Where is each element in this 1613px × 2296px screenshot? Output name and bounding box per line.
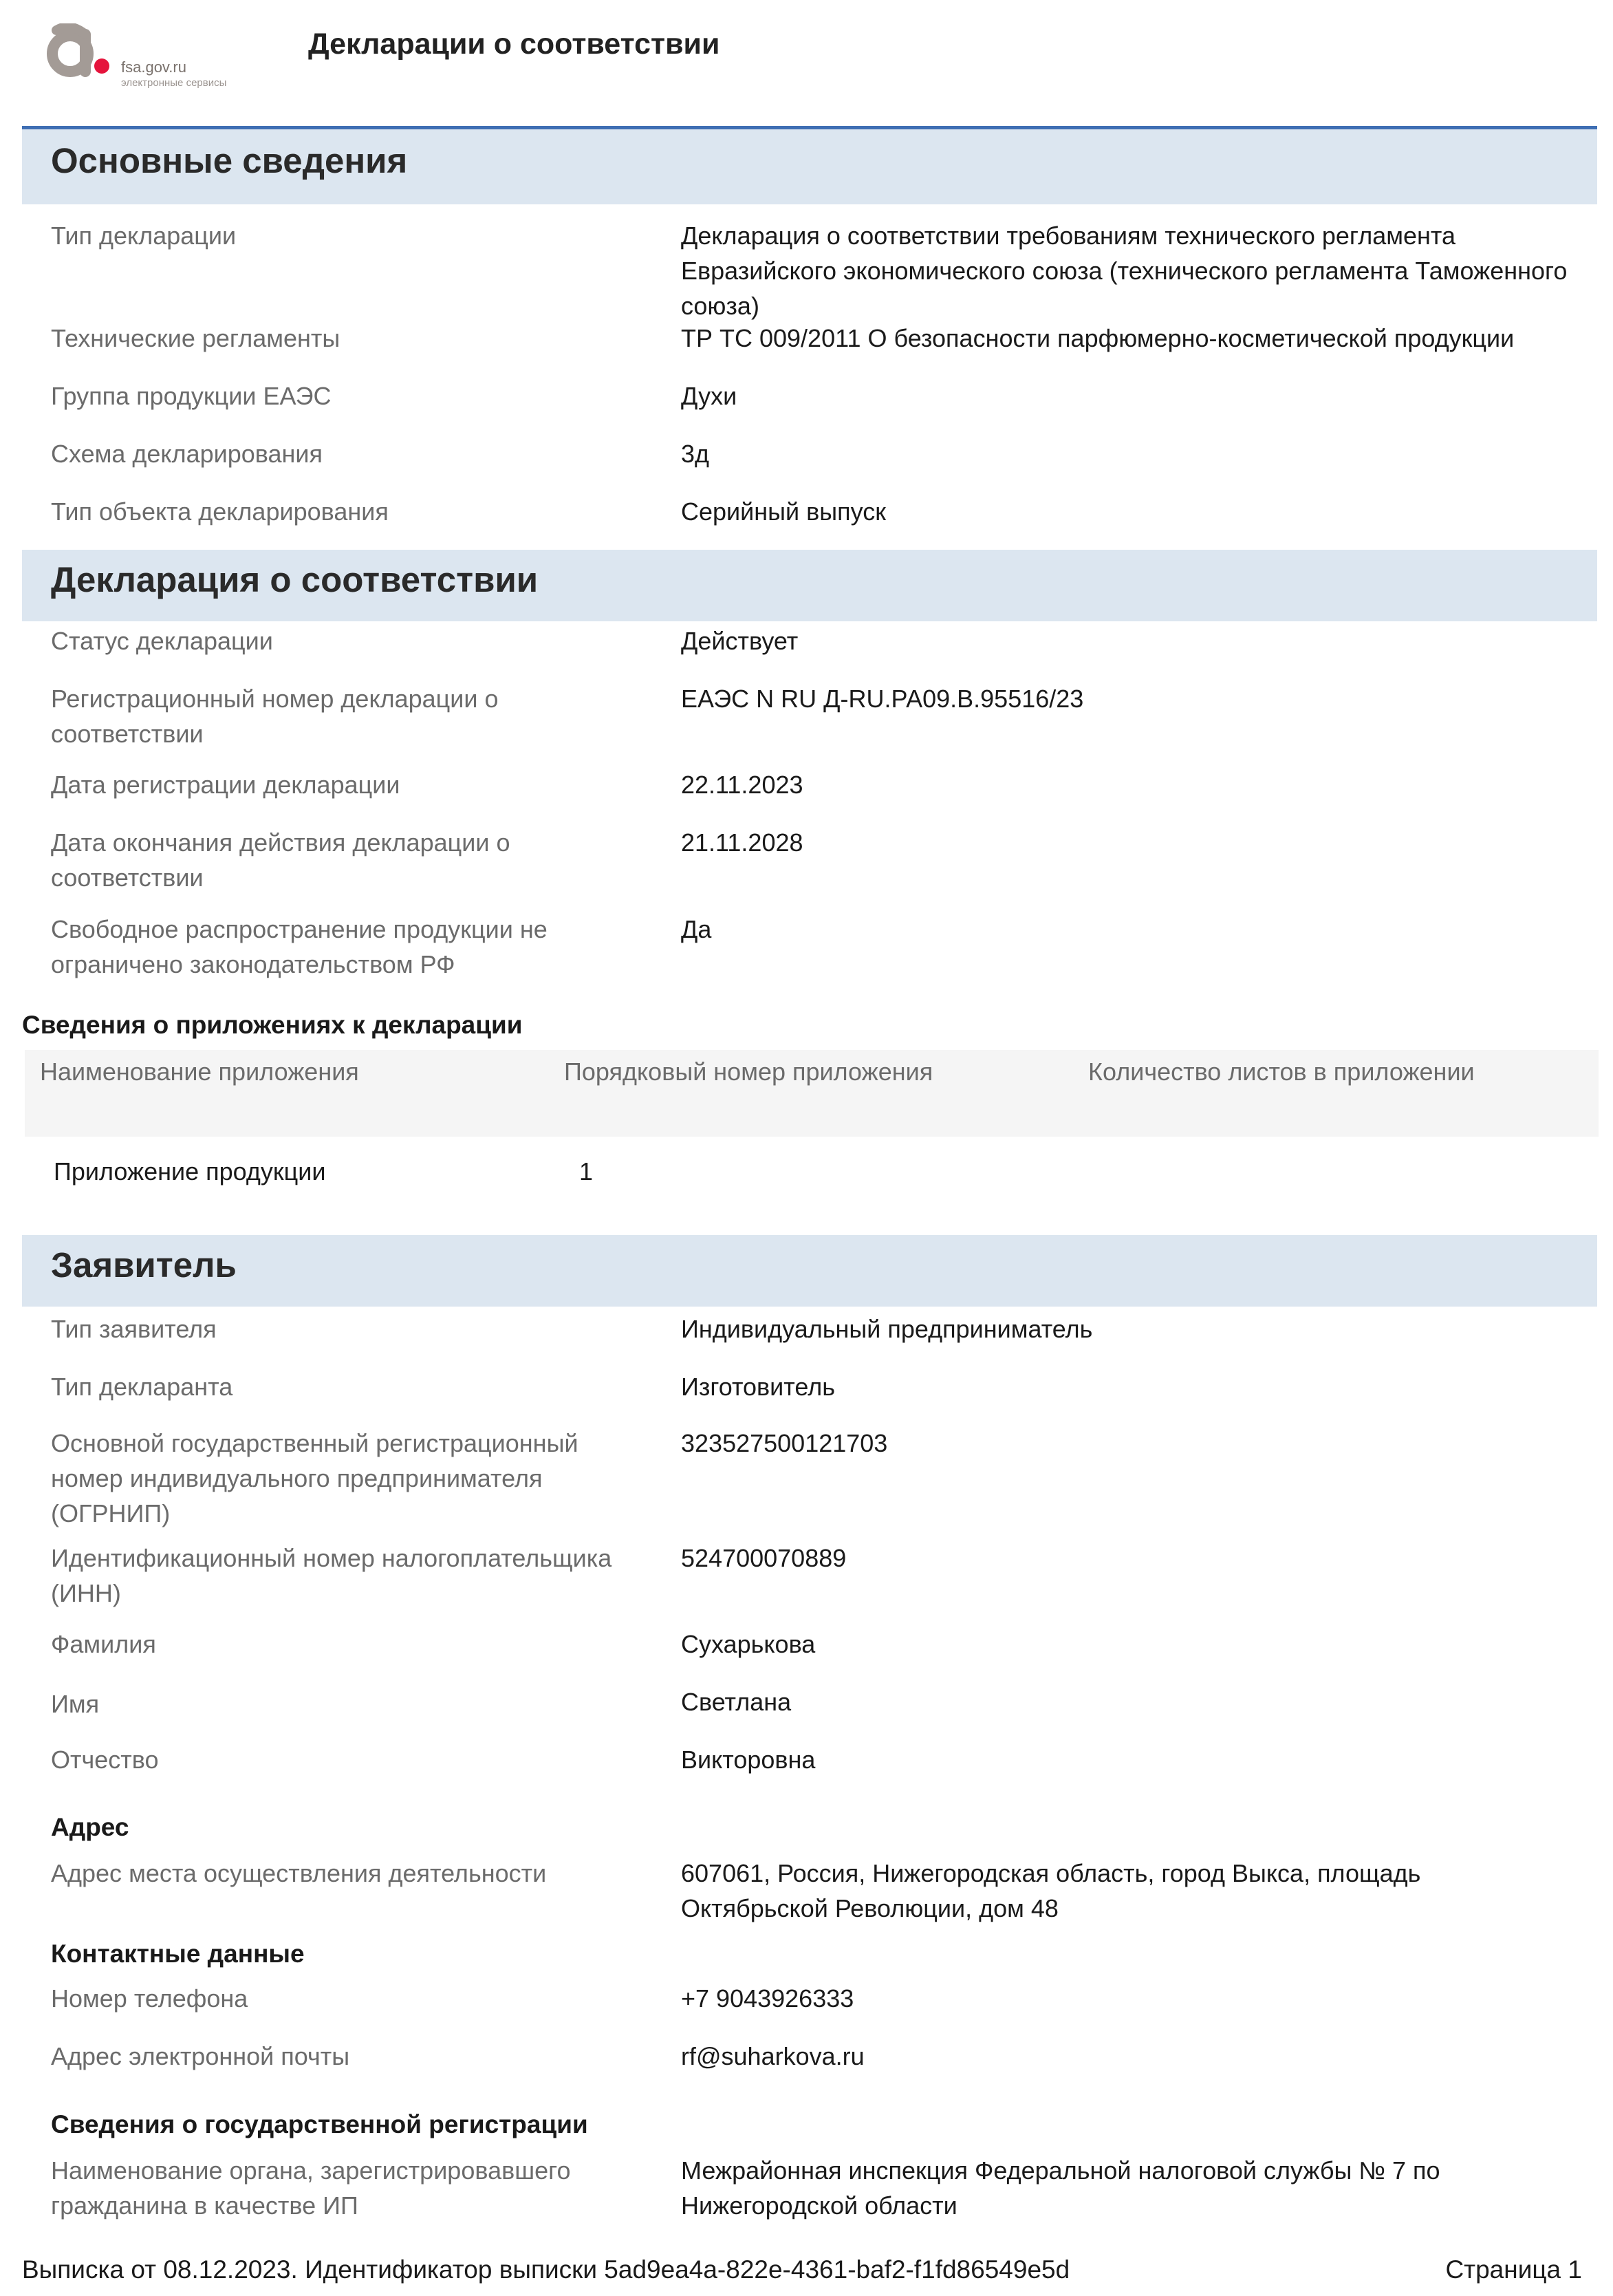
field-value: Декларация о соответствии требованиям технического регламента Евразийского экономического союза (технического регламента Таможенного союза) — [681, 222, 1568, 320]
field-label: Тип объекта декларирования — [51, 497, 389, 526]
field-label: Номер телефона — [51, 1984, 248, 2013]
field-label: Имя — [51, 1690, 100, 1718]
section-title-declaration: Декларация о соответствии — [51, 560, 539, 599]
field-label: Адрес места осуществления деятельности — [51, 1859, 547, 1887]
field-label: Тип заявителя — [51, 1315, 217, 1343]
field-value: Сухарькова — [681, 1630, 816, 1658]
field-label: Тип декларации — [51, 222, 237, 250]
section-header-basic — [22, 126, 1597, 204]
page-title: Декларации о соответствии — [308, 28, 720, 61]
table-cell-number: 1 — [579, 1157, 594, 1185]
section-title-basic: Основные сведения — [51, 141, 408, 180]
field-value: ЕАЭС N RU Д-RU.РА09.В.95516/23 — [681, 685, 1084, 713]
table-cell-name: Приложение продукции — [54, 1157, 326, 1185]
field-value: Серийный выпуск — [681, 497, 886, 526]
field-value: Духи — [681, 382, 737, 410]
footer-extract: Выписка от 08.12.2023. Идентификатор выписки 5ad9ea4a-822e-4361-baf2-f1fd86549e5d — [22, 2255, 1070, 2284]
field-label: Технические регламенты — [51, 324, 340, 352]
field-value: ТР ТС 009/2011 О безопасности парфюмерно-косметической продукции — [681, 324, 1515, 352]
field-value: Да — [681, 915, 712, 943]
email-value: rf@suharkova.ru — [681, 2042, 865, 2070]
phone-value: +7 9043926333 — [681, 1984, 854, 2013]
field-label: Дата регистрации декларации — [51, 771, 400, 799]
field-label: Тип декларанта — [51, 1373, 233, 1401]
field-label: Наименование органа, зарегистрировавшего гражданина в качестве ИП — [51, 2156, 571, 2220]
column-header-name: Наименование приложения — [40, 1058, 359, 1086]
column-header-number: Порядковый номер приложения — [564, 1058, 933, 1086]
field-label: Дата окончания действия декларации о соответствии — [51, 828, 510, 892]
section-header-declaration — [22, 550, 1597, 621]
field-label: Основной государственный регистрационный номер индивидуального предпринимателя (ОГРНИП) — [51, 1429, 578, 1527]
field-label: Схема декларирования — [51, 440, 323, 468]
subheading-address: Адрес — [51, 1813, 129, 1841]
field-value: Индивидуальный предприниматель — [681, 1315, 1093, 1343]
logo-subtext: электронные сервисы — [121, 77, 227, 89]
field-value: Светлана — [681, 1688, 792, 1716]
field-label: Фамилия — [51, 1630, 156, 1658]
field-label: Группа продукции ЕАЭС — [51, 382, 332, 410]
field-value: 22.11.2023 — [681, 771, 803, 799]
field-label: Адрес электронной почты — [51, 2042, 350, 2070]
column-header-sheets: Количество листов в приложении — [1088, 1058, 1475, 1086]
field-value: Изготовитель — [681, 1373, 835, 1401]
appendix-table-title: Сведения о приложениях к декларации — [22, 1011, 523, 1039]
field-label: Идентификационный номер налогоплательщика (ИНН) — [51, 1544, 612, 1607]
field-value: 607061, Россия, Нижегородская область, город Выкса, площадь Октябрьской Революции, дом 48 — [681, 1859, 1421, 1922]
field-value: 323527500121703 — [681, 1429, 888, 1457]
field-label: Отчество — [51, 1746, 159, 1774]
field-label: Свободное распространение продукции не ограничено законодательством РФ — [51, 915, 548, 978]
subheading-contacts: Контактные данные — [51, 1940, 305, 1968]
field-label: Статус декларации — [51, 627, 273, 655]
field-value: Действует — [681, 627, 799, 655]
logo-text: fsa.gov.ru — [121, 58, 186, 76]
field-value: 3д — [681, 440, 710, 468]
section-header-applicant — [22, 1235, 1597, 1307]
subheading-registration: Сведения о государственной регистрации — [51, 2110, 588, 2138]
field-value: 21.11.2028 — [681, 828, 803, 857]
field-label: Регистрационный номер декларации о соответствии — [51, 685, 499, 748]
field-value: Викторовна — [681, 1746, 816, 1774]
section-title-applicant: Заявитель — [51, 1245, 237, 1285]
field-value: Межрайонная инспекция Федеральной налоговой службы № 7 по Нижегородской области — [681, 2156, 1440, 2220]
field-value: 524700070889 — [681, 1544, 847, 1572]
page-number: Страница 1 — [1445, 2255, 1582, 2284]
